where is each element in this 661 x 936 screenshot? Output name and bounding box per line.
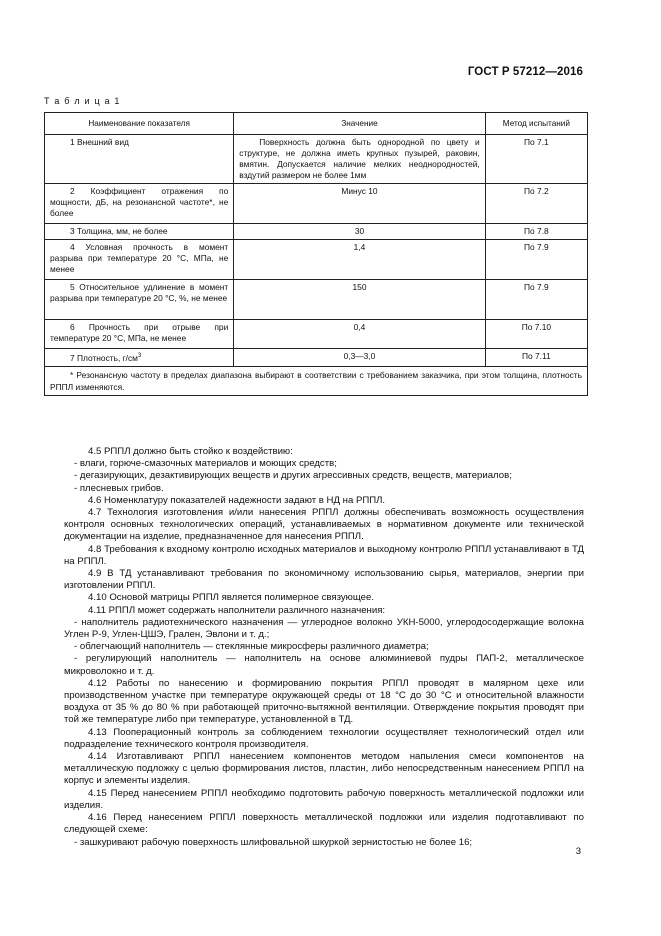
table-row xyxy=(45,184,588,224)
properties-table xyxy=(44,112,588,396)
list-item: - регулирующий наполнитель — наполнитель на основе алюминиевой пудры ПАП-2, металлическое микроволокно и т. д. xyxy=(64,653,584,677)
row-method: По 7.10 xyxy=(485,320,587,349)
row-value: Минус 10 xyxy=(234,184,485,224)
paragraph: 4.6 Номенклатуру показателей надежности задают в НД на РППЛ. xyxy=(88,494,386,506)
table-row xyxy=(45,280,588,320)
paragraph: 4.9 В ТД устанавливают требования по экономичному использованию сырья, материалов, энергии при изготовлении РППЛ. xyxy=(64,568,584,592)
list-item: - зашкуривают рабочую поверхность шлифовальной шкуркой зернистостью не более 16; xyxy=(74,836,473,848)
table-row xyxy=(45,320,588,349)
row-name xyxy=(45,349,234,367)
table-row xyxy=(45,135,588,184)
table-footnote-row xyxy=(45,366,588,395)
table-row xyxy=(45,224,588,240)
body-text xyxy=(64,446,584,849)
row-method: По 7.2 xyxy=(485,184,587,224)
list-item: - дегазирующих, дезактивирующих веществ и других агрессивных средств, веществ, материалов; xyxy=(74,470,512,482)
column-header-method: Метод испытаний xyxy=(485,113,587,135)
row-name: 6 Прочность при отрыве при температуре 20 °С, МПа, не менее xyxy=(45,320,234,349)
row-value: 0,4 xyxy=(234,320,485,349)
list-item: - влаги, горюче-смазочных материалов и моющих средств; xyxy=(74,458,337,470)
row-name: 2 Коэффициент отражения по мощности, дБ, на резонансной частоте*, не более xyxy=(45,184,234,224)
row-value: Поверхность должна быть однородной по цвету и структуре, не должна иметь крупных пузырей, раковин, вмятин. Допускается наличие мелких неоднородностей, вздутий размером не более 1мм xyxy=(234,135,485,184)
paragraph: 4.16 Перед нанесением РППЛ поверхность металлической подложки или изделия подготавливают по следующей схеме: xyxy=(64,812,584,836)
table-caption: Т а б л и ц а 1 xyxy=(44,96,121,106)
row-name-text: 7 Плотность, г/см xyxy=(70,352,138,363)
paragraph: 4.15 Перед нанесением РППЛ необходимо подготовить рабочую поверхность металлической подложки или изделия. xyxy=(64,787,584,811)
row-name: 5 Относительное удлинение в момент разрыва при температуре 20 °С, %, не менее xyxy=(45,280,234,320)
table-footnote: * Резонансную частоту в пределах диапазона выбирают в соответствии с требованием заказчика, при этом толщина, плотность РППЛ изменяются. xyxy=(45,366,588,395)
row-name-superscript: 3 xyxy=(137,353,142,359)
paragraph: 4.7 Технология изготовления и/или нанесения РППЛ должны обеспечивать возможность осуществления контроля основных технологических операций, устанавливаемых в нормативном документе или технической документации на изделие, предназначенное для нанесения РППЛ. xyxy=(64,507,584,543)
list-item: - облегчающий наполнитель — стеклянные микросферы различного диаметра; xyxy=(74,641,429,653)
paragraph: 4.8 Требования к входному контролю исходных материалов и выходному контролю РППЛ устанавливают в ТД на РППЛ. xyxy=(64,543,584,567)
list-item: - плесневых грибов. xyxy=(74,482,164,494)
row-name: 3 Толщина, мм, не более xyxy=(45,224,234,240)
paragraph: 4.10 Основой матрицы РППЛ является полимерное связующее. xyxy=(88,592,374,604)
row-method: По 7.9 xyxy=(485,240,587,280)
page-number: 3 xyxy=(575,846,581,857)
column-header-value: Значение xyxy=(234,113,485,135)
row-method: По 7.9 xyxy=(485,280,587,320)
row-value: 0,3—3,0 xyxy=(234,349,485,367)
document-code-header: ГОСТ Р 57212—2016 xyxy=(467,66,583,78)
row-method: По 7.8 xyxy=(485,224,587,240)
row-value: 1,4 xyxy=(234,240,485,280)
paragraph: 4.13 Пооперационный контроль за соблюдением технологии осуществляет технологический отдел или подразделение технического контроля производителя. xyxy=(64,726,584,750)
paragraph: 4.14 Изготавливают РППЛ нанесением компонентов методом напыления смеси компонентов на металлическую подложку с целью формирования листов, пластин, либо непосредственным нанесением РППЛ на корпус и элементы изделия. xyxy=(64,751,584,787)
row-method: По 7.11 xyxy=(485,349,587,367)
row-name: 4 Условная прочность в момент разрыва при температуре 20 °С, МПа, не менее xyxy=(45,240,234,280)
row-value: 30 xyxy=(234,224,485,240)
table-row xyxy=(45,240,588,280)
list-item: - наполнитель радиотехнического назначения — углеродное волокно УКН-5000, углеродосодержащие волокна Углен Р-9, Углен-ЦШЭ, Грален, Эвлони и т. д.; xyxy=(64,616,584,641)
table-header-row xyxy=(45,113,588,135)
column-header-name: Наименование показателя xyxy=(45,113,234,135)
table-row xyxy=(45,349,588,367)
row-name: 1 Внешний вид xyxy=(45,135,234,184)
row-method: По 7.1 xyxy=(485,135,587,184)
paragraph: 4.5 РППЛ должно быть стойко к воздействию: xyxy=(88,446,293,457)
paragraph: 4.12 Работы по нанесению и формированию покрытия РППЛ проводят в малярном цехе или производственном участке при температуре окружающей среды от 18 °С до 30 °С и относительной влажности воздуха от 35 % до 80 % при работающей приточно-вытяжной вентиляции. Отверждение покрытия проводят при той же температуре либо при температуре, установленной в ТД. xyxy=(64,677,584,726)
paragraph: 4.11 РППЛ может содержать наполнители различного назначения: xyxy=(88,604,386,616)
row-value: 150 xyxy=(234,280,485,320)
